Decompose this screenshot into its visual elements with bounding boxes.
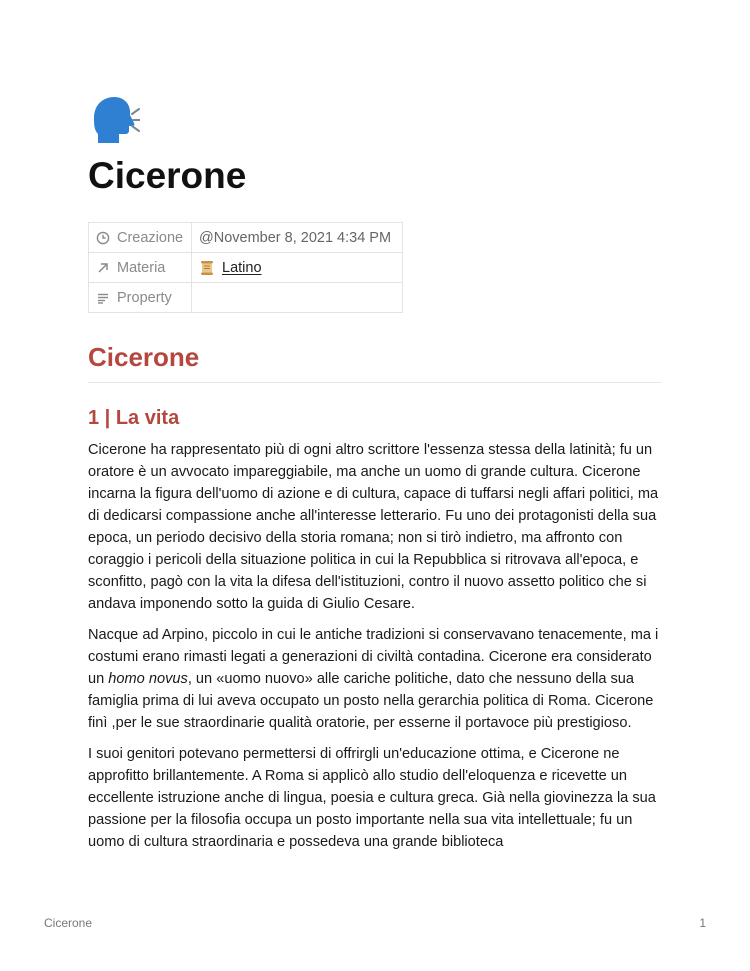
footer-title: Cicerone — [44, 916, 93, 930]
italic-term: homo novus — [108, 671, 188, 687]
property-value-date[interactable]: @November 8, 2021 4:34 PM — [192, 223, 403, 253]
text-lines-icon — [96, 291, 110, 305]
paragraph-2: Nacque ad Arpino, piccolo in cui le antiche tradizioni si conservavano tenacemente, ma i costumi erano rimasti legati a generazioni di civiltà contadina. Cicerone era considerato un homo novus, un «uomo nuovo» alle cariche politiche, dato che nessuno della sua famiglia prima di lui aveva occupato un posto nella gerarchia politica di Roma. Cicerone finì ,per le sue straordinarie qualità oratorie, per esserne il portavoce più prestigioso. — [88, 627, 659, 731]
scroll-icon — [199, 260, 215, 276]
property-row-creazione — [89, 223, 403, 253]
property-row-property — [89, 283, 403, 313]
property-key: Property — [117, 289, 172, 306]
property-row-materia — [89, 253, 403, 283]
speaking-head-icon — [88, 94, 140, 146]
property-value-empty[interactable] — [192, 283, 403, 313]
property-key: Materia — [117, 259, 166, 276]
subsection-heading: 1 | La vita — [88, 407, 180, 429]
section-heading: Cicerone — [88, 341, 662, 383]
property-key: Creazione — [117, 229, 184, 246]
clock-icon — [96, 231, 110, 245]
relation-link-latino[interactable]: Latino — [222, 259, 262, 276]
page-body — [88, 94, 662, 862]
paragraph-1: Cicerone ha rappresentato più di ogni altro scrittore l'essenza stessa della latinità; fu un oratore è un avvocato impareggiabile, ma anche un uomo di grande cultura. Cicerone incarna la figura dell'uomo di azione e di cultura, capace di tuffarsi negli affari politici, ma di dedicarsi compassione anche all'interesse letterario. Fu uno dei protagonisti della sua epoca, un periodo decisivo della storia romana; non si tirò indietro, ma affronto con coraggio i pericoli della situazione politica in cui la Repubblica si ritrovava all'epoca, e sconfitto, pagò con la vita la difesa dell'istituzioni, contro il nuovo assetto politico che si andava imponendo sotto la guida di Giulio Cesare. — [88, 442, 659, 612]
paragraph-3: I suoi genitori potevano permettersi di offrirgli un'educazione ottima, e Cicerone ne approfitto brillantemente. A Roma si applicò allo studio dell'eloquenza e ricevette un eccellente istruzione anche di lingua, poesia e cultura greca. Già nella giovinezza la sua passione per la filosofia occupa un posto importante nella sua vita intellettuale; fu un uomo di cultura straordinaria e possedeva una grande biblioteca — [88, 746, 656, 850]
page-title: Cicerone — [88, 155, 247, 196]
page-number: 1 — [699, 916, 706, 930]
properties-table — [88, 222, 403, 313]
arrow-up-right-icon — [96, 261, 110, 275]
